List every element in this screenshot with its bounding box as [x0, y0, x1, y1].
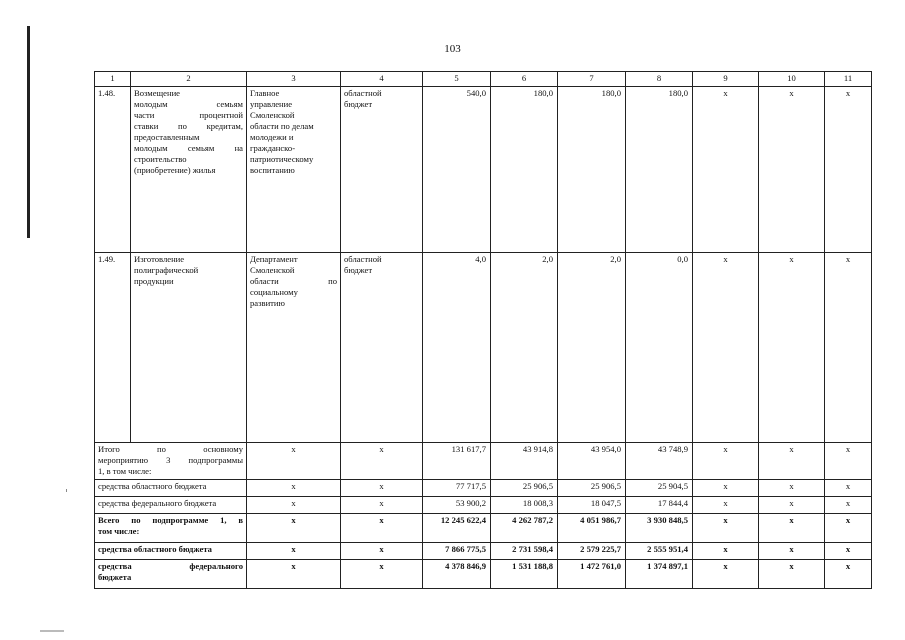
scan-smudge [40, 630, 64, 632]
amount-year3: 43 748,9 [626, 443, 693, 480]
indicator-cell: х [693, 497, 759, 514]
amount-year1: 4 262 787,2 [491, 514, 558, 543]
text-line: предоставленным [134, 132, 200, 142]
indicator-cell: х [825, 514, 872, 543]
subtotal-label: средства областного бюджета [95, 480, 247, 497]
column-number: 10 [759, 72, 825, 87]
row-id: 1.49. [95, 253, 131, 443]
indicator-cell: х [825, 560, 872, 589]
text-line: областной [344, 88, 382, 98]
indicator-cell: х [693, 87, 759, 253]
text-line: молодым семьям [134, 99, 243, 109]
empty-marker: х [341, 514, 423, 543]
text-line: молодым семьям на [134, 143, 243, 153]
indicator-cell: х [825, 87, 872, 253]
column-number: 1 [95, 72, 131, 87]
column-number: 2 [131, 72, 247, 87]
amount-year2: 43 954,0 [558, 443, 626, 480]
text-line: воспитанию [250, 165, 295, 175]
text-line: Итого по основному [98, 444, 243, 454]
amount-year3: 1 374 897,1 [626, 560, 693, 589]
total-label [95, 443, 247, 480]
indicator-cell: х [759, 87, 825, 253]
text-line: области по [250, 276, 337, 286]
amount-year3: 17 844,4 [626, 497, 693, 514]
column-number: 8 [626, 72, 693, 87]
empty-marker: х [247, 543, 341, 560]
amount-year3: 2 555 951,4 [626, 543, 693, 560]
grand-subtotal-row [95, 543, 872, 560]
text-line: молодежи и [250, 132, 294, 142]
activity-name [131, 253, 247, 443]
indicator-cell: х [693, 480, 759, 497]
text-line: управление [250, 99, 293, 109]
text-line: бюджет [344, 99, 373, 109]
empty-marker: х [341, 497, 423, 514]
text-line: Департамент [250, 254, 298, 264]
page-number: 103 [444, 43, 461, 55]
subtotal-row [95, 497, 872, 514]
amount-year1: 1 531 188,8 [491, 560, 558, 589]
total-row [95, 443, 872, 480]
column-number: 4 [341, 72, 423, 87]
amount-year1: 2 731 598,4 [491, 543, 558, 560]
empty-marker: х [341, 560, 423, 589]
amount-year2: 2 579 225,7 [558, 543, 626, 560]
empty-marker: х [341, 443, 423, 480]
amount-total: 7 866 775,5 [423, 543, 491, 560]
executor [247, 87, 341, 253]
text-line: областной [344, 254, 382, 264]
text-line: 1, в том числе: [98, 466, 152, 476]
column-number: 9 [693, 72, 759, 87]
empty-marker: х [247, 497, 341, 514]
amount-year1: 180,0 [491, 87, 558, 253]
scan-speck [66, 489, 67, 492]
indicator-cell: х [759, 480, 825, 497]
amount-year3: 180,0 [626, 87, 693, 253]
amount-year3: 25 904,5 [626, 480, 693, 497]
amount-year1: 43 914,8 [491, 443, 558, 480]
amount-total: 53 900,2 [423, 497, 491, 514]
scan-edge-mark [27, 26, 30, 238]
grand-subtotal-row [95, 560, 872, 589]
amount-year1: 2,0 [491, 253, 558, 443]
text-line: бюджета [98, 572, 132, 582]
text-line: (приобретение) жилья [134, 165, 216, 175]
indicator-cell: х [759, 560, 825, 589]
subtotal-row [95, 480, 872, 497]
column-number: 5 [423, 72, 491, 87]
funding-source [341, 87, 423, 253]
grand-total-row [95, 514, 872, 543]
text-line: бюджет [344, 265, 373, 275]
indicator-cell: х [759, 543, 825, 560]
indicator-cell: х [693, 514, 759, 543]
amount-total: 4,0 [423, 253, 491, 443]
amount-year1: 18 008,3 [491, 497, 558, 514]
amount-year2: 18 047,5 [558, 497, 626, 514]
budget-table [94, 71, 872, 589]
indicator-cell: х [759, 497, 825, 514]
text-line: ставки по кредитам, [134, 121, 243, 131]
empty-marker: х [247, 560, 341, 589]
indicator-cell: х [759, 443, 825, 480]
amount-year2: 1 472 761,0 [558, 560, 626, 589]
indicator-cell: х [693, 443, 759, 480]
column-number: 11 [825, 72, 872, 87]
amount-year2: 2,0 [558, 253, 626, 443]
column-number: 3 [247, 72, 341, 87]
subtotal-label: средства федерального бюджета [95, 497, 247, 514]
text-line: Смоленской [250, 110, 295, 120]
empty-marker: х [341, 543, 423, 560]
amount-year3: 0,0 [626, 253, 693, 443]
indicator-cell: х [759, 514, 825, 543]
empty-marker: х [341, 480, 423, 497]
empty-marker: х [247, 514, 341, 543]
grand-subtotal-label: средства областного бюджета [95, 543, 247, 560]
text-line: Изготовление [134, 254, 185, 264]
indicator-cell: х [825, 480, 872, 497]
indicator-cell: х [759, 253, 825, 443]
text-line: Главное [250, 88, 280, 98]
indicator-cell: х [825, 543, 872, 560]
text-line: патриотическому [250, 154, 314, 164]
empty-marker: х [247, 480, 341, 497]
text-line: Всего по подпрограмме 1, в [98, 515, 243, 525]
text-line: Смоленской [250, 265, 295, 275]
table-row [95, 253, 872, 443]
text-line: развитию [250, 298, 285, 308]
text-line: социальному [250, 287, 298, 297]
amount-year2: 4 051 986,7 [558, 514, 626, 543]
amount-total: 12 245 622,4 [423, 514, 491, 543]
table-row [95, 87, 872, 253]
grand-subtotal-label [95, 560, 247, 589]
text-line: гражданско- [250, 143, 296, 153]
indicator-cell: х [825, 443, 872, 480]
text-line: средства федерального [98, 561, 243, 571]
activity-name [131, 87, 247, 253]
text-line: продукции [134, 276, 174, 286]
amount-total: 540,0 [423, 87, 491, 253]
indicator-cell: х [825, 497, 872, 514]
amount-total: 77 717,5 [423, 480, 491, 497]
amount-year1: 25 906,5 [491, 480, 558, 497]
executor [247, 253, 341, 443]
amount-total: 131 617,7 [423, 443, 491, 480]
empty-marker: х [247, 443, 341, 480]
text-line: строительство [134, 154, 187, 164]
column-number: 6 [491, 72, 558, 87]
indicator-cell: х [693, 543, 759, 560]
row-id: 1.48. [95, 87, 131, 253]
funding-source [341, 253, 423, 443]
text-line: мероприятию 3 подпрограммы [98, 455, 243, 465]
amount-year2: 180,0 [558, 87, 626, 253]
amount-year3: 3 930 848,5 [626, 514, 693, 543]
text-line: части процентной [134, 110, 243, 120]
indicator-cell: х [825, 253, 872, 443]
grand-total-label [95, 514, 247, 543]
text-line: том числе: [98, 526, 140, 536]
amount-year2: 25 906,5 [558, 480, 626, 497]
amount-total: 4 378 846,9 [423, 560, 491, 589]
column-number-row [95, 72, 872, 87]
text-line: полиграфической [134, 265, 199, 275]
indicator-cell: х [693, 253, 759, 443]
column-number: 7 [558, 72, 626, 87]
text-line: области по делам [250, 121, 314, 131]
indicator-cell: х [693, 560, 759, 589]
text-line: Возмещение [134, 88, 180, 98]
